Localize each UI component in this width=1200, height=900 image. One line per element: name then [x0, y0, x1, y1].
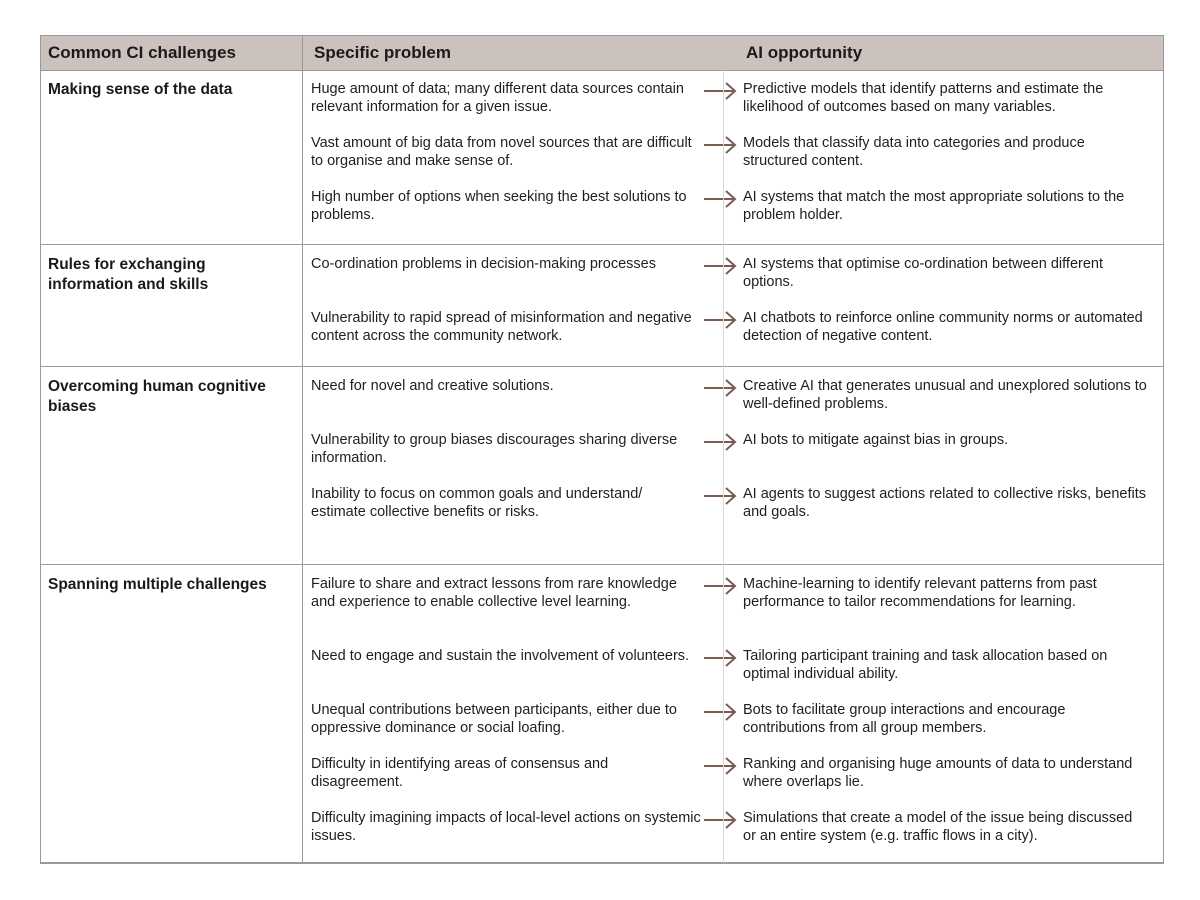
header-ai-opportunity: AI opportunity [746, 43, 863, 62]
problem-text: Difficulty imagining impacts of local-level actions on systemic issues. [311, 810, 701, 844]
problem-text: Vulnerability to group biases discourages sharing diverse information. [311, 432, 678, 466]
header-common-ci-challenges: Common CI challenges [48, 43, 236, 62]
opportunity-text: Bots to facilitate group interactions and encourage contributions from all group members. [743, 702, 1066, 736]
opportunity-text: Machine-learning to identify relevant patterns from past performance to tailor recommendations for learning. [743, 576, 1097, 610]
opportunity-text: AI chatbots to reinforce online community norms or automated detection of negative content. [743, 310, 1143, 344]
problem-text: Need to engage and sustain the involvement of volunteers. [311, 648, 690, 664]
arrow-right-icon [702, 135, 738, 155]
arrow-right-icon [702, 189, 738, 209]
opportunity-text: Simulations that create a model of the issue being discussed or an entire system (e.g. traffic flows in a city). [743, 810, 1133, 844]
problem-text: Need for novel and creative solutions. [311, 378, 554, 394]
arrow-right-icon [702, 310, 738, 330]
problem-text: High number of options when seeking the best solutions to problems. [311, 189, 687, 223]
arrow-right-icon [702, 702, 738, 722]
arrow-right-icon [702, 256, 738, 276]
arrow-right-icon [702, 378, 738, 398]
column-divider-light [723, 70, 724, 863]
problem-text: Difficulty in identifying areas of consensus and disagreement. [311, 756, 609, 790]
arrow-right-icon [702, 81, 738, 101]
section-overcoming-biases [41, 367, 1163, 565]
problem-text: Huge amount of data; many different data sources contain relevant information for a given issue. [311, 81, 684, 115]
table-header [41, 36, 1163, 71]
challenge-label: Spanning multiple challenges [48, 576, 267, 593]
problem-text: Co-ordination problems in decision-making processes [311, 256, 656, 272]
opportunity-text: Ranking and organising huge amounts of data to understand where overlaps lie. [743, 756, 1133, 790]
opportunity-text: Models that classify data into categories and produce structured content. [743, 135, 1085, 169]
challenge-label: Rules for exchanging information and skills [48, 256, 209, 293]
opportunity-text: AI bots to mitigate against bias in groups. [743, 432, 1009, 448]
opportunity-text: Creative AI that generates unusual and unexplored solutions to well-defined problems. [743, 378, 1147, 412]
arrow-right-icon [702, 648, 738, 668]
problem-text: Inability to focus on common goals and understand/ estimate collective benefits or risks. [311, 486, 643, 520]
challenge-label: Overcoming human cognitive biases [48, 378, 266, 415]
ci-challenges-table [40, 35, 1164, 864]
opportunity-text: AI agents to suggest actions related to collective risks, benefits and goals. [743, 486, 1146, 520]
opportunity-text: AI systems that optimise co-ordination between different options. [743, 256, 1104, 290]
arrow-right-icon [702, 576, 738, 596]
section-rules-for-exchanging [41, 245, 1163, 367]
opportunity-text: Predictive models that identify patterns and estimate the likelihood of outcomes based on many variables. [743, 81, 1104, 115]
arrow-right-icon [702, 810, 738, 830]
arrow-right-icon [702, 432, 738, 452]
column-divider [302, 36, 303, 863]
problem-text: Failure to share and extract lessons from rare knowledge and experience to enable collective level learning. [311, 576, 677, 610]
problem-text: Vast amount of big data from novel sources that are difficult to organise and make sense of. [311, 135, 692, 169]
section-making-sense-of-data [41, 70, 1163, 245]
problem-text: Vulnerability to rapid spread of misinformation and negative content across the community network. [311, 310, 692, 344]
challenge-label: Making sense of the data [48, 81, 233, 98]
arrow-right-icon [702, 756, 738, 776]
arrow-right-icon [702, 486, 738, 506]
opportunity-text: Tailoring participant training and task allocation based on optimal individual ability. [743, 648, 1108, 682]
problem-text: Unequal contributions between participants, either due to oppressive dominance or social loafing. [311, 702, 677, 736]
opportunity-text: AI systems that match the most appropriate solutions to the problem holder. [743, 189, 1125, 223]
header-specific-problem: Specific problem [314, 43, 451, 62]
section-spanning-multiple [41, 565, 1163, 863]
